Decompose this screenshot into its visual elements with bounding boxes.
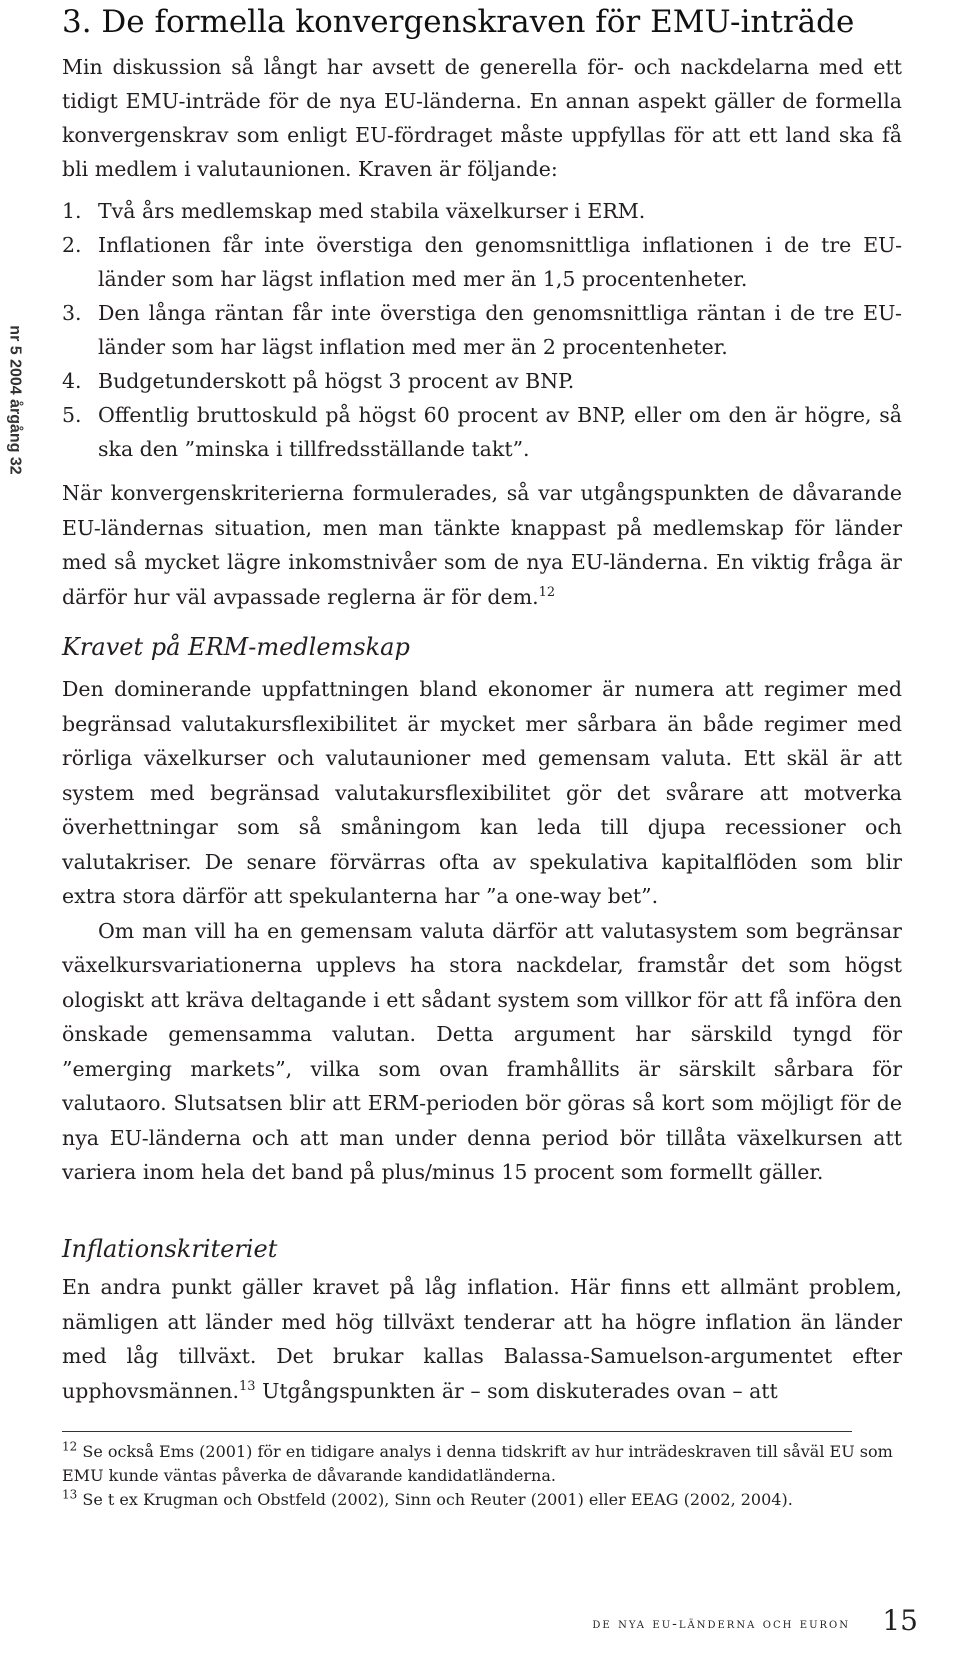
footnote-text: Se också Ems (2001) för en tidigare analys i denna tidskrift av hur inträdeskraven till såväl EU som EMU kunde väntas påverka de dåvarande kandidatländerna. [62,1442,893,1485]
list-item-text: Offentlig bruttoskuld på högst 60 procent av BNP, eller om den är högre, så ska den ”minska i tillfredsställande takt”. [98,403,902,461]
inflation-section [62,1232,902,1408]
paragraph-text: När konvergenskriterierna formulerades, så var utgångspunkten de dåvarande EU-ländernas situation, men man tänkte knappast på medlemskap för länder med så mycket lägre inkomstnivåer som de nya EU-länderna. En viktig fråga är därför hur väl avpassade reglerna är för dem. [62,481,902,609]
list-item-text: Två års medlemskap med stabila växelkurser i ERM. [98,199,646,223]
footnote-divider [62,1431,852,1432]
inflation-text-after: Utgångspunkten är – som diskuterades ovan – att [255,1378,778,1403]
section-heading: 3. De formella konvergenskraven för EMU-inträde [62,4,855,40]
inflation-paragraph-1 [62,1270,902,1408]
running-title: de nya eu-länderna och euron [592,1616,850,1632]
list-item [62,296,902,364]
paragraph-after-list [62,476,902,614]
erm-heading: Kravet på ERM-medlemskap [62,633,410,661]
footnote-number: 13 [62,1487,78,1502]
criteria-list [62,194,902,466]
list-item-number: 1. [62,199,82,223]
list-item [62,194,902,228]
footnotes [62,1440,902,1512]
inflation-heading: Inflationskriteriet [62,1235,278,1263]
list-item-number: 3. [62,301,82,325]
footnote-13 [62,1488,902,1512]
list-item-text: Den långa räntan får inte överstiga den genomsnittliga räntan i de tre EU-länder som har lägst inflation med mer än 2 procentenheter. [98,301,902,359]
list-item [62,364,902,398]
erm-paragraph-2: Om man vill ha en gemensam valuta därför att valutasystem som begränsar växelkursvariationerna upplevs ha stora nackdelar, framstår det som högst ologiskt att kräva deltagande i ett sådant system som villkor för att få införa den önskade gemensamma valutan. Detta argument har särskild tyngd för ”emerging markets”, vilka som ovan framhållits är särskilt sårbara för valutaoro. Slutsatsen blir att ERM-perioden bör göras så kort som möjligt för de nya EU-länderna och att man under denna period bör tillåta växelkursen att variera inom hela det band på plus/minus 15 procent som formellt gäller. [62,918,902,1184]
footnote-ref-12[interactable]: 12 [538,584,556,600]
issue-side-label [0,300,30,500]
list-item-number: 2. [62,233,82,257]
footnote-ref-13[interactable]: 13 [239,1378,256,1394]
footnote-12 [62,1440,902,1488]
list-item-number: 5. [62,403,82,427]
list-item-text: Budgetunderskott på högst 3 procent av BNP. [98,369,575,393]
inflation-text-before: En andra punkt gäller kravet på låg inflation. Här finns ett allmänt problem, nämligen att länder med hög tillväxt tenderar att ha högre inflation än länder med låg tillväxt. Det brukar kallas Balassa-Samuelson-argumentet efter upphovsmännen. [62,1275,902,1403]
list-item [62,228,902,296]
issue-side-label-text: nr 5 2004 årgång 32 [7,325,25,475]
footnote-number: 12 [62,1439,78,1454]
erm-paragraph-1: Den dominerande uppfattningen bland ekonomer är numera att regimer med begränsad valutakursflexibilitet är mycket mer sårbara än både regimer med rörliga växelkurser och valutaunioner med gemensam valuta. Ett skäl är att system med begränsad valutakursflexibilitet gör det svårare att motverka överhettningar som så småningom kan leda till djupa recessioner och valutakriser. De senare förvärras ofta av spekulativa kapitalflöden som blir extra stora därför att spekulanterna har ”a one-way bet”. [62,677,902,908]
footnote-text: Se t ex Krugman och Obstfeld (2002), Sinn och Reuter (2001) eller EEAG (2002, 2004). [82,1490,793,1509]
page-number: 15 [882,1604,918,1637]
list-item [62,398,902,466]
list-item-number: 4. [62,369,82,393]
erm-section [62,630,902,1190]
intro-paragraph: Min diskussion så långt har avsett de generella för- och nackdelarna med ett tidigt EMU-inträde för de nya EU-länderna. En annan aspekt gäller de formella konvergenskrav som enligt EU-fördraget måste uppfyllas för att ett land ska få bli medlem i valutaunionen. Kraven är följande: [62,55,902,181]
list-item-text: Inflationen får inte överstiga den genomsnittliga inflationen i de tre EU-länder som har lägst inflation med mer än 1,5 procentenheter. [98,233,902,291]
